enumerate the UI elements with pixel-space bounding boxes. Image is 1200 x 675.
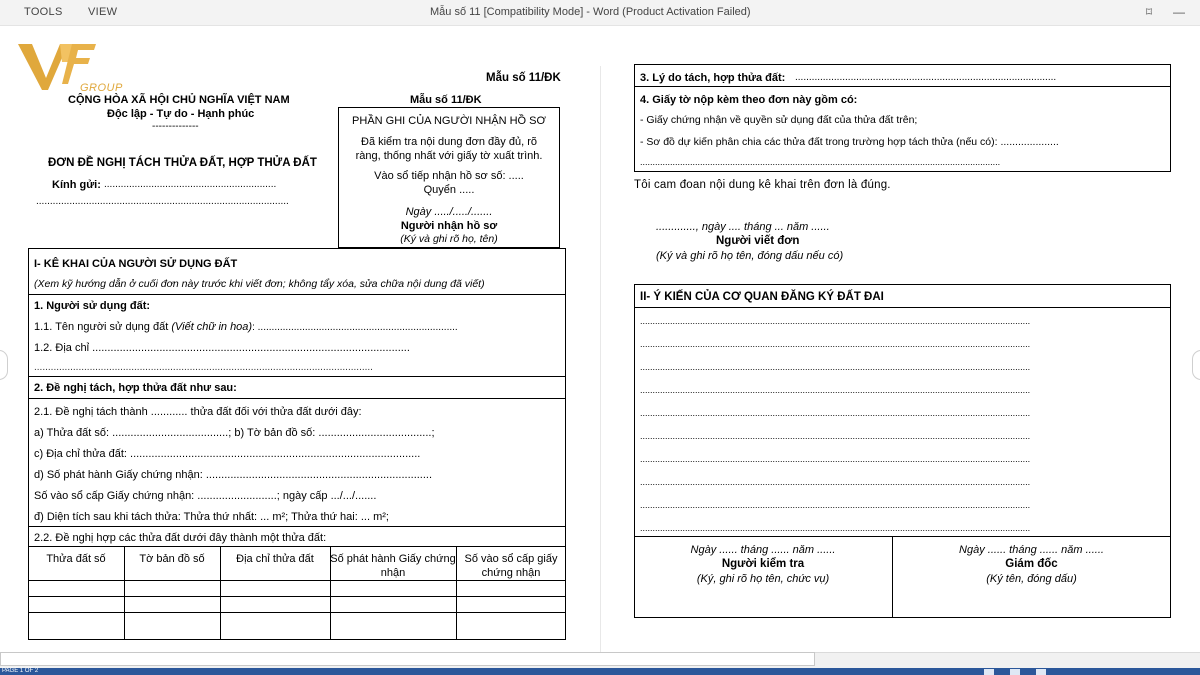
item3-dots[interactable]: .............................................................................................. <box>795 72 1057 83</box>
vif-logo <box>16 40 124 96</box>
window-title: Mẫu số 11 [Compatibility Mode] - Word (Product Activation Failed) <box>430 6 751 18</box>
item1-1-dots[interactable]: : ........................................................................ <box>252 322 458 333</box>
item1-1-label <box>34 321 458 333</box>
kinh-gui-line2[interactable]: ........................................................................................... <box>36 196 289 207</box>
director-note: (Ký tên, đóng dấu) <box>986 573 1077 585</box>
form-code-second: Mẫu số 11/ĐK <box>410 94 482 106</box>
item1-2-cont[interactable]: .......................................................................................................................... <box>34 362 373 373</box>
item1-title: 1. Người sử dụng đất: <box>34 300 151 312</box>
motto: Độc lập - Tự do - Hạnh phúc <box>107 108 255 120</box>
section-ii-title: II- Ý KIẾN CỦA CƠ QUAN ĐĂNG KÝ ĐẤT ĐAI <box>640 291 884 303</box>
motto-rule: -------------- <box>152 121 199 132</box>
receipt-box-title: PHẦN GHI CỦA NGƯỜI NHẬN HỒ SƠ <box>352 115 546 127</box>
form-title: ĐƠN ĐỀ NGHỊ TÁCH THỬA ĐẤT, HỢP THỬA ĐẤT <box>48 157 317 169</box>
kinh-gui-label: Kính gửi: <box>52 179 101 191</box>
item4-a: - Giấy chứng nhận về quyền sử dụng đất của thửa đất trên; <box>640 114 918 126</box>
status-strip <box>0 668 1200 675</box>
item3-title: 3. Lý do tách, hợp thửa đất: <box>640 72 786 84</box>
table-header: Số phát hành Giấy chứng nhận <box>330 553 456 579</box>
divider <box>28 398 566 399</box>
sign-date: ............., ngày .... tháng ... năm ...... <box>656 221 830 233</box>
table-border <box>28 546 566 547</box>
checker-date: Ngày ...... tháng ...... năm ...... <box>690 544 836 556</box>
page-indicator[interactable]: PAGE 1 OF 2 <box>2 668 39 674</box>
minimize-icon[interactable]: — <box>1173 5 1185 19</box>
item4-b[interactable]: - Sơ đồ dự kiến phân chia các thửa đất trong trường hợp tách thửa (nếu có): .................... <box>640 136 1059 148</box>
divider <box>28 376 566 377</box>
table-header: Địa chỉ thửa đất <box>236 553 314 565</box>
receipt-line1: Đã kiểm tra nội dung đơn đầy đủ, rõ <box>361 136 537 148</box>
menu-view[interactable]: VIEW <box>88 6 118 18</box>
director-title: Giám đốc <box>1005 558 1058 570</box>
item1-2-address[interactable]: 1.2. Địa chỉ ........................................................................................................ <box>34 342 410 354</box>
section-ii-dots[interactable]: ............................................................................................................................................................ <box>640 362 1031 372</box>
title-bar <box>0 0 1200 26</box>
item2-title: 2. Đề nghị tách, hợp thửa đất như sau: <box>34 382 237 394</box>
declaration: Tôi cam đoan nội dung kê khai trên đơn là đúng. <box>634 179 891 191</box>
divider <box>634 307 1171 308</box>
logo-text: GROUP <box>80 82 123 94</box>
checker-title: Người kiểm tra <box>721 558 805 570</box>
receipt-line3: Vào sổ tiếp nhận hồ sơ số: ..... <box>374 170 524 182</box>
table-header: Số vào sổ cấp giấy chứng nhận <box>464 553 558 579</box>
divider <box>634 86 1171 87</box>
item2-2: 2.2. Đề nghị hợp các thửa đất dưới đây thành một thửa đất: <box>34 532 327 544</box>
receipt-date: Ngày ...../...../....... <box>405 206 493 218</box>
divider <box>634 536 1171 537</box>
item2-1e[interactable]: Số vào sổ cấp Giấy chứng nhận: ..........................; ngày cấp .../.../....... <box>34 490 377 502</box>
print-layout-icon[interactable] <box>1010 669 1020 675</box>
section-i-title: I- KÊ KHAI CỦA NGƯỜI SỬ DỤNG ĐẤT <box>34 258 238 270</box>
item4-dots[interactable]: ................................................................................................................................................ <box>640 157 1001 167</box>
director-date: Ngày ...... tháng ...... năm ...... <box>959 544 1104 556</box>
section-i-note: (Xem kỹ hướng dẫn ở cuối đơn này trước khi viết đơn; không tẩy xóa, sửa chữa nội dung đã viết) <box>34 278 485 290</box>
receipt-line4: Quyển ..... <box>423 184 475 196</box>
country-heading: CỘNG HÒA XÃ HỘI CHỦ NGHĨA VIỆT NAM <box>68 94 290 106</box>
receipt-box <box>338 107 560 248</box>
receipt-line2: ràng, thống nhất với giấy tờ xuất trình. <box>355 150 543 162</box>
item2-1a[interactable]: a) Thửa đất số: ......................................; b) Tờ bản đồ số: .....................................; <box>34 427 435 439</box>
sign-writer: Người viết đơn <box>716 235 800 247</box>
checker-note: (Ký, ghi rõ họ tên, chức vụ) <box>696 573 830 585</box>
table-border <box>28 612 566 613</box>
table-header: Thửa đất số <box>46 553 106 565</box>
section-ii-dots[interactable]: ............................................................................................................................................................ <box>640 431 1031 441</box>
item1-1-hint: (Viết chữ in hoa) <box>171 321 253 333</box>
prev-page-button[interactable] <box>0 350 8 380</box>
item4-title: 4. Giấy tờ nộp kèm theo đơn này gồm có: <box>640 94 858 106</box>
ribbon-display-icon[interactable]: ⌑ <box>1145 5 1153 19</box>
item2-1f[interactable]: đ) Diện tích sau khi tách thửa: Thửa thứ nhất: ... m²; Thửa thứ hai: ... m²; <box>34 511 389 523</box>
document-canvas <box>0 26 1200 652</box>
receipt-receiver-note: (Ký và ghi rõ họ, tên) <box>400 233 498 245</box>
receipt-receiver: Người nhận hồ sơ <box>400 220 498 232</box>
item2-1d[interactable]: d) Số phát hành Giấy chứng nhận: .......................................................................... <box>34 469 433 481</box>
read-mode-icon[interactable] <box>984 669 994 675</box>
item2-1: 2.1. Đề nghị tách thành ............ thửa đất đối với thửa đất dưới đây: <box>34 406 362 418</box>
section-ii-dots[interactable]: ............................................................................................................................................................ <box>640 385 1031 395</box>
divider <box>28 526 566 527</box>
section-ii-dots[interactable]: ............................................................................................................................................................ <box>640 500 1031 510</box>
sign-writer-note: (Ký và ghi rõ họ tên, đóng dấu nếu có) <box>656 250 844 262</box>
section-ii-dots[interactable]: ............................................................................................................................................................ <box>640 523 1031 533</box>
section-ii-dots[interactable]: ............................................................................................................................................................ <box>640 454 1031 464</box>
section-ii-dots[interactable]: ............................................................................................................................................................ <box>640 477 1031 487</box>
menu-tools[interactable]: TOOLS <box>24 6 63 18</box>
item1-1-text: 1.1. Tên người sử dụng đất <box>34 321 172 333</box>
section-ii-dots[interactable]: ............................................................................................................................................................ <box>640 316 1031 326</box>
section-ii-dots[interactable]: ............................................................................................................................................................ <box>640 408 1031 418</box>
table-border <box>28 596 566 597</box>
kinh-gui-dots[interactable]: .............................................................. <box>104 179 277 190</box>
item2-1c[interactable]: c) Địa chỉ thửa đất: ............................................................................................... <box>34 448 421 460</box>
horizontal-scrollbar[interactable] <box>0 652 815 666</box>
form-code-top: Mẫu số 11/ĐK <box>486 72 561 84</box>
web-layout-icon[interactable] <box>1036 669 1046 675</box>
section-ii-dots[interactable]: ............................................................................................................................................................ <box>640 339 1031 349</box>
table-header: Tờ bản đồ số <box>139 553 205 565</box>
divider <box>28 294 566 295</box>
next-page-button[interactable] <box>1192 350 1200 380</box>
table-border <box>28 580 566 581</box>
page-divider <box>600 66 601 656</box>
